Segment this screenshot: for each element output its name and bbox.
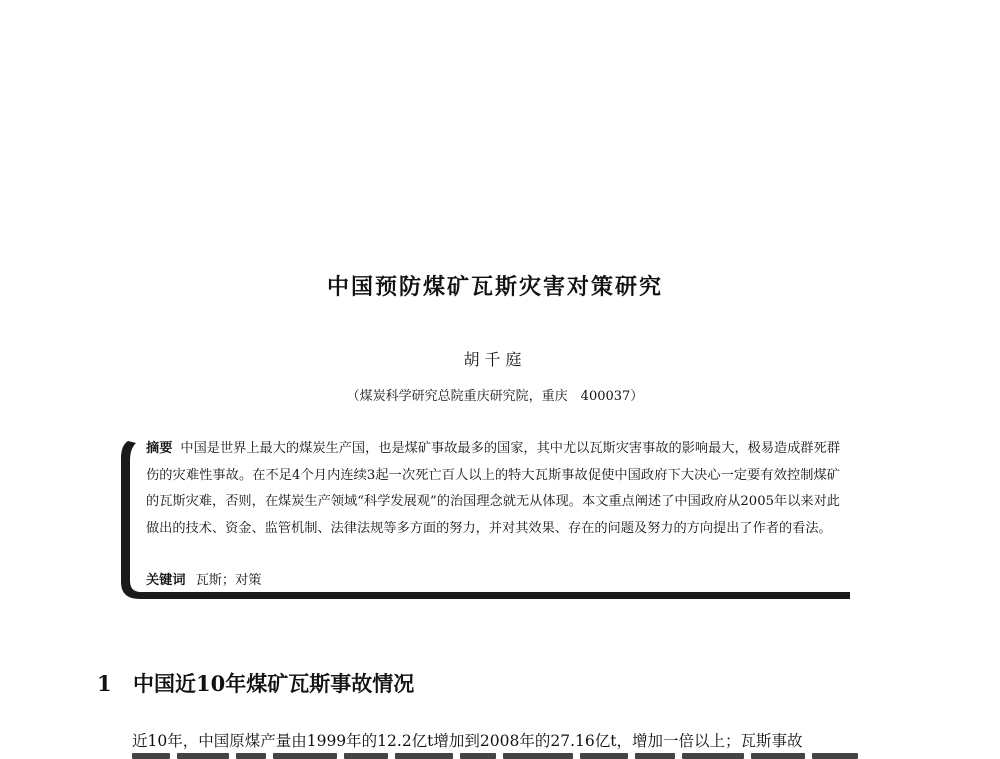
keywords-text: 瓦斯；对策 — [195, 573, 262, 588]
abstract-text: 中国是世界上最大的煤炭生产国，也是煤矿事故最多的国家，其中尤以瓦斯灾害事故的影响最大，极易造成群死群伤的灾难性事故。在不足4个月内连续3起一次死亡百人以上的特大瓦斯事故促使中国政府下大决心一定要有效控制煤矿的瓦斯灾难，否则，在煤炭生产领域“科学发展观”的治国理念就无从体现。本文重点阐述了中国政府从2005年以来对此做出的技术、资金、监管机制、法律法规等多方面的努力，并对其效果、存在的问题及努力的方向提出了作者的看法。 — [146, 441, 841, 536]
cut-off-text-line — [132, 752, 892, 759]
body-paragraph: 近10年，中国原煤产量由1999年的12.2亿t增加到2008年的27.16亿t，增加一倍以上；瓦斯事故 — [132, 732, 803, 750]
section-heading — [97, 668, 897, 698]
keywords-label: 关键词 — [146, 573, 186, 588]
keywords-line — [146, 571, 826, 591]
section-number: 1 — [97, 671, 112, 696]
abstract-box — [116, 432, 852, 606]
paper-title: 中国预防煤矿瓦斯灾害对策研究 — [326, 275, 663, 300]
author-affiliation: （煤炭科学研究总院重庆研究院，重庆 400037） — [346, 389, 644, 404]
section-title: 中国近10年煤矿瓦斯事故情况 — [133, 671, 415, 696]
abstract-paragraph — [146, 436, 840, 542]
abstract-label: 摘要 — [146, 441, 173, 456]
author-name: 胡千庭 — [463, 350, 527, 369]
